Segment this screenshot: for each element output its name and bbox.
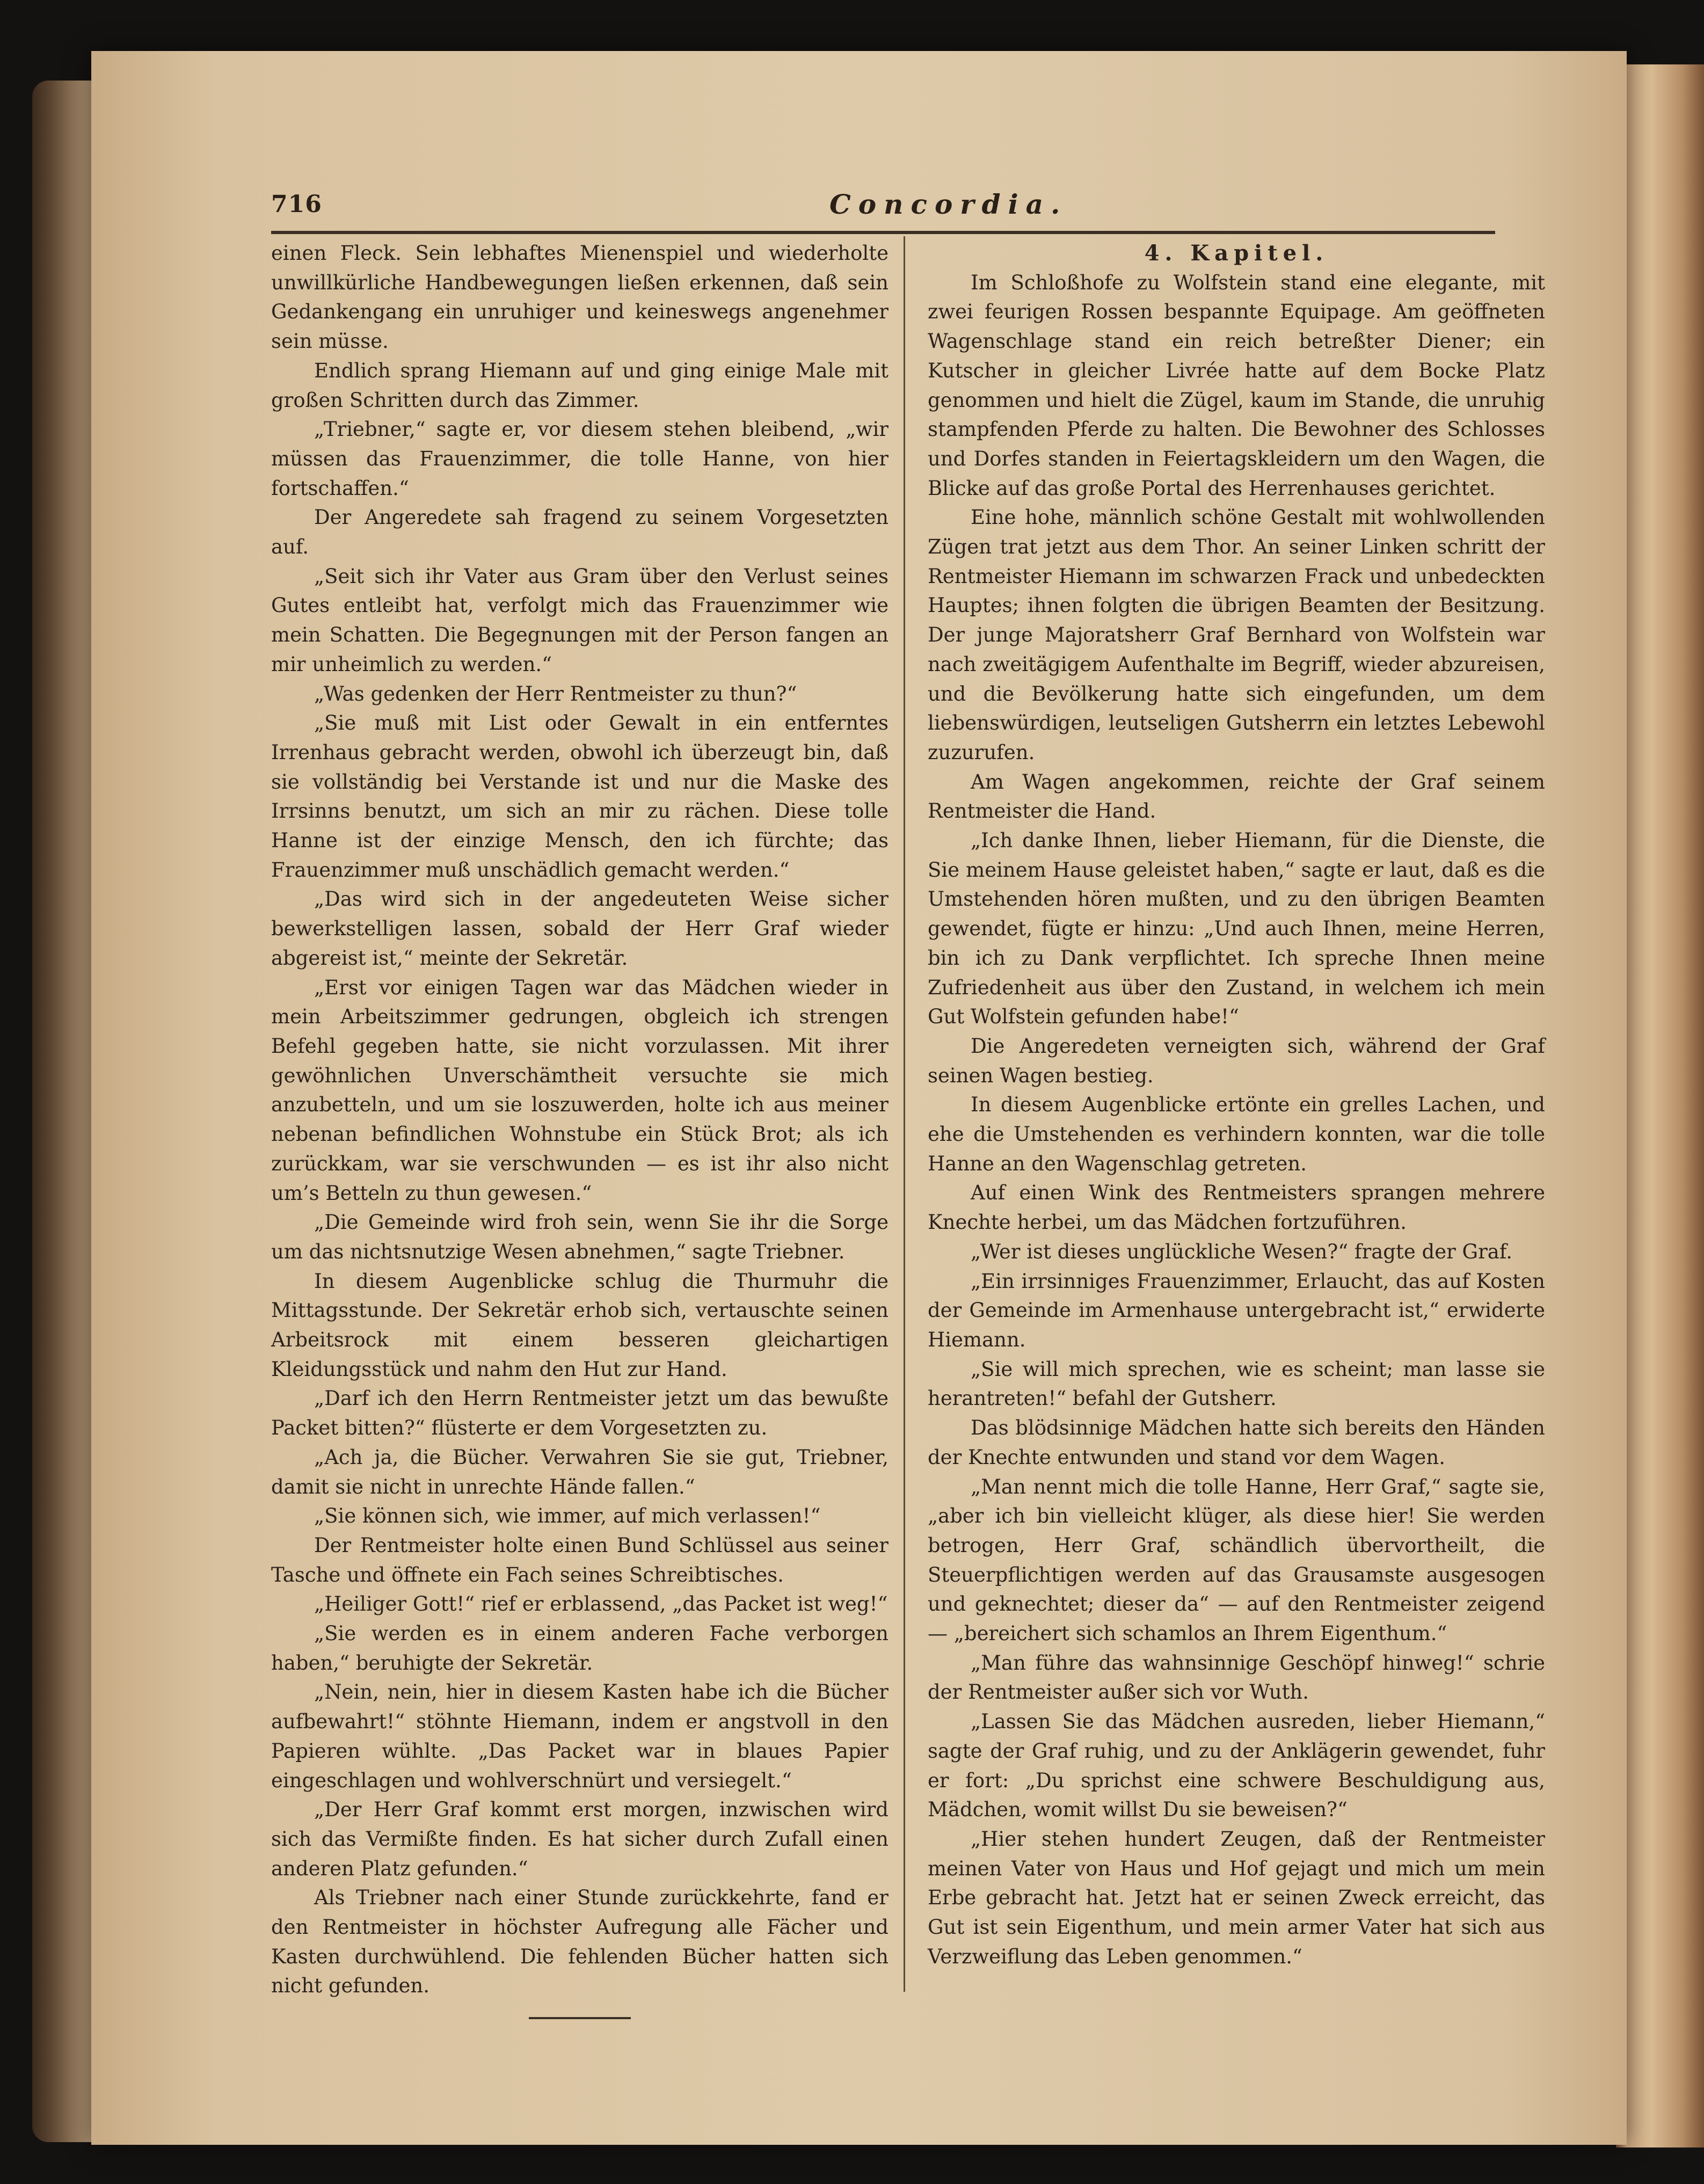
- paragraph: Der Angeredete sah fragend zu seinem Vorgesetzten auf.: [271, 506, 889, 559]
- paragraph: „Ach ja, die Bücher. Verwahren Sie sie gut, Triebner, damit sie nicht in unrechte Hände fallen.“: [271, 1445, 889, 1498]
- paragraph: „Lassen Sie das Mädchen ausreden, lieber Hiemann,“ sagte der Graf ruhig, und zu der Anklägerin gewendet, fuhr er fort: „Du sprichst eine schwere Beschuldigung aus, Mädchen, womit willst Du sie beweisen?“: [928, 1710, 1545, 1822]
- paragraph: „Sie werden es in einem anderen Fache verborgen haben,“ beruhigte der Sekretär.: [271, 1622, 889, 1675]
- paragraph: Am Wagen angekommen, reichte der Graf seinem Rentmeister die Hand.: [928, 770, 1545, 823]
- paragraph: Eine hohe, männlich schöne Gestalt mit wohlwollenden Zügen trat jetzt aus dem Thor. An seiner Linken schritt der Rentmeister Hiemann im schwarzen Frack und unbedeckten Hauptes; ihnen folgten die übrigen Beamten der Besitzung. Der junge Majoratsherr Graf Bernhard von Wolfstein war nach zweitägigem Aufenthalte im Begriff, wieder abzureisen, und die Bevölkerung hatte sich eingefunden, um dem liebenswürdigen, leutseligen Gutsherrn ein letztes Lebewohl zuzurufen.: [928, 506, 1545, 764]
- paragraph: „Man führe das wahnsinnige Geschöpf hinweg!“ schrie der Rentmeister außer sich vor Wuth.: [928, 1651, 1545, 1704]
- paragraph: „Hier stehen hundert Zeugen, daß der Rentmeister meinen Vater von Haus und Hof gejagt und mich um mein Erbe gebracht hat. Jetzt hat er seinen Zweck erreicht, das Gut ist sein Eigenthum, und mein armer Vater hat sich aus Verzweiflung das Leben genommen.“: [928, 1827, 1545, 1968]
- header-rule: [271, 231, 1495, 234]
- paragraph: „Ein irrsinniges Frauenzimmer, Erlaucht, das auf Kosten der Gemeinde im Armenhause untergebracht ist,“ erwiderte Hiemann.: [928, 1269, 1545, 1351]
- paragraph: „Heiliger Gott!“ rief er erblassend, „das Packet ist weg!“: [314, 1592, 888, 1616]
- paragraph: Die Angeredeten verneigten sich, während der Graf seinen Wagen bestieg.: [928, 1034, 1545, 1087]
- paragraph: „Erst vor einigen Tagen war das Mädchen wieder in mein Arbeitszimmer gedrungen, obgleich ich strengen Befehl gegeben hatte, sie nicht vorzulassen. Mit ihrer gewöhnlichen Unverschämtheit versuchte sie mich anzubetteln, und um sie loszuwerden, holte ich aus meiner nebenan befindlichen Wohnstube ein Stück Brot; als ich zurückkam, war sie verschwunden — es ist ihr also nicht um’s Betteln zu thun gewesen.“: [271, 975, 889, 1205]
- right-column: [928, 239, 1545, 1971]
- chapter-heading: 4. Kapitel.: [1144, 241, 1329, 266]
- paragraph: „Was gedenken der Herr Rentmeister zu thun?“: [314, 682, 797, 705]
- paragraph: Das blödsinnige Mädchen hatte sich bereits den Händen der Knechte entwunden und stand vor dem Wagen.: [928, 1416, 1545, 1469]
- left-column: [271, 239, 889, 2019]
- paragraph: Auf einen Wink des Rentmeisters sprangen mehrere Knechte herbei, um das Mädchen fortzuführen.: [928, 1181, 1545, 1234]
- paragraph: einen Fleck. Sein lebhaftes Mienenspiel und wiederholte unwillkürliche Handbewegungen ließen erkennen, daß sein Gedankengang ein unruhiger und keineswegs angenehmer sein müsse.: [271, 242, 889, 353]
- paragraph: „Sie will mich sprechen, wie es scheint; man lasse sie herantreten!“ befahl der Gutsherr.: [928, 1357, 1545, 1410]
- section-end-rule: [529, 2017, 631, 2019]
- paragraph: Im Schloßhofe zu Wolfstein stand eine elegante, mit zwei feurigen Rossen bespannte Equipage. Am geöffneten Wagenschlage stand ein reich betreßter Diener; ein Kutscher in gleicher Livrée hatte auf dem Bocke Platz genommen und hielt die Zügel, kaum im Stande, die unruhig stampfenden Pferde zu halten. Die Bewohner des Schlosses und Dorfes standen in Feiertagskleidern um den Wagen, die Blicke auf das große Portal des Herrenhauses gerichtet.: [928, 271, 1545, 500]
- paragraph: „Das wird sich in der angedeuteten Weise sicher bewerkstelligen lassen, sobald der Herr Graf wieder abgereist ist,“ meinte der Sekretär.: [271, 887, 889, 970]
- paragraph: In diesem Augenblicke ertönte ein grelles Lachen, und ehe die Umstehenden es verhindern konnten, war die tolle Hanne an den Wagenschlag getreten.: [928, 1093, 1545, 1175]
- paragraph: „Seit sich ihr Vater aus Gram über den Verlust seines Gutes entleibt hat, verfolgt mich das Frauenzimmer wie mein Schatten. Die Begegnungen mit der Person fangen an mir unheimlich zu werden.“: [271, 564, 889, 676]
- book-edge-right: [1616, 64, 1704, 2147]
- paragraph: „Ich danke Ihnen, lieber Hiemann, für die Dienste, die Sie meinem Hause geleistet haben,“ sagte er laut, daß es die Umstehenden hören mußten, und zu den übrigen Beamten gewendet, fügte er hinzu: „Und auch Ihnen, meine Herren, bin ich zu Dank verpflichtet. Ich spreche Ihnen meine Zufriedenheit aus über den Zustand, in welchem ich mein Gut Wolfstein gefunden habe!“: [928, 829, 1545, 1029]
- paragraph: „Der Herr Graf kommt erst morgen, inzwischen wird sich das Vermißte finden. Es hat sicher durch Zufall einen anderen Platz gefunden.“: [271, 1798, 889, 1880]
- paragraph: Als Triebner nach einer Stunde zurückkehrte, fand er den Rentmeister in höchster Aufregung alle Fächer und Kasten durchwühlend. Die fehlenden Bücher hatten sich nicht gefunden.: [271, 1886, 889, 1998]
- paragraph: „Sie muß mit List oder Gewalt in ein entferntes Irrenhaus gebracht werden, obwohl ich überzeugt bin, daß sie vollständig bei Verstande ist und nur die Maske des Irrsinns benutzt, um sich an mir zu rächen. Diese tolle Hanne ist der einzige Mensch, den ich fürchte; das Frauenzimmer muß unschädlich gemacht werden.“: [271, 711, 889, 882]
- paragraph: „Nein, nein, hier in diesem Kasten habe ich die Bücher aufbewahrt!“ stöhnte Hiemann, indem er angstvoll in den Papieren wühlte. „Das Packet war in blaues Papier eingeschlagen und wohlverschnürt und versiegelt.“: [271, 1680, 889, 1792]
- paragraph: „Die Gemeinde wird froh sein, wenn Sie ihr die Sorge um das nichtsnutzige Wesen abnehmen,“ sagte Triebner.: [271, 1211, 889, 1263]
- paragraph: In diesem Augenblicke schlug die Thurmuhr die Mittagsstunde. Der Sekretär erhob sich, vertauschte seinen Arbeitsrock mit einem besseren gleichartigen Kleidungsstück und nahm den Hut zur Hand.: [271, 1269, 889, 1381]
- paragraph: „Sie können sich, wie immer, auf mich verlassen!“: [314, 1504, 821, 1528]
- column-divider: [904, 236, 905, 1992]
- paragraph: „Wer ist dieses unglückliche Wesen?“ fragte der Graf.: [971, 1240, 1512, 1263]
- page-header: [271, 188, 1495, 228]
- paragraph: „Darf ich den Herrn Rentmeister jetzt um das bewußte Packet bitten?“ flüsterte er dem Vorgesetzten zu.: [271, 1387, 889, 1440]
- journal-title: Concordia.: [829, 188, 1068, 220]
- page-number: 716: [271, 191, 322, 218]
- paragraph: „Triebner,“ sagte er, vor diesem stehen bleibend, „wir müssen das Frauenzimmer, die tolle Hanne, von hier fortschaffen.“: [271, 418, 889, 500]
- paragraph: „Man nennt mich die tolle Hanne, Herr Graf,“ sagte sie, „aber ich bin vielleicht klüger, als diese hier! Sie werden betrogen, Herr Graf, schändlich übervortheilt, die Steuerpflichtigen werden auf das Grausamste ausgesogen und geknechtet; dieser da“ — auf den Rentmeister zeigend — „bereichert sich schamlos an Ihrem Eigenthum.“: [928, 1475, 1545, 1646]
- paragraph: Endlich sprang Hiemann auf und ging einige Male mit großen Schritten durch das Zimmer.: [271, 359, 889, 412]
- paragraph: Der Rentmeister holte einen Bund Schlüssel aus seiner Tasche und öffnete ein Fach seines Schreibtisches.: [271, 1533, 889, 1586]
